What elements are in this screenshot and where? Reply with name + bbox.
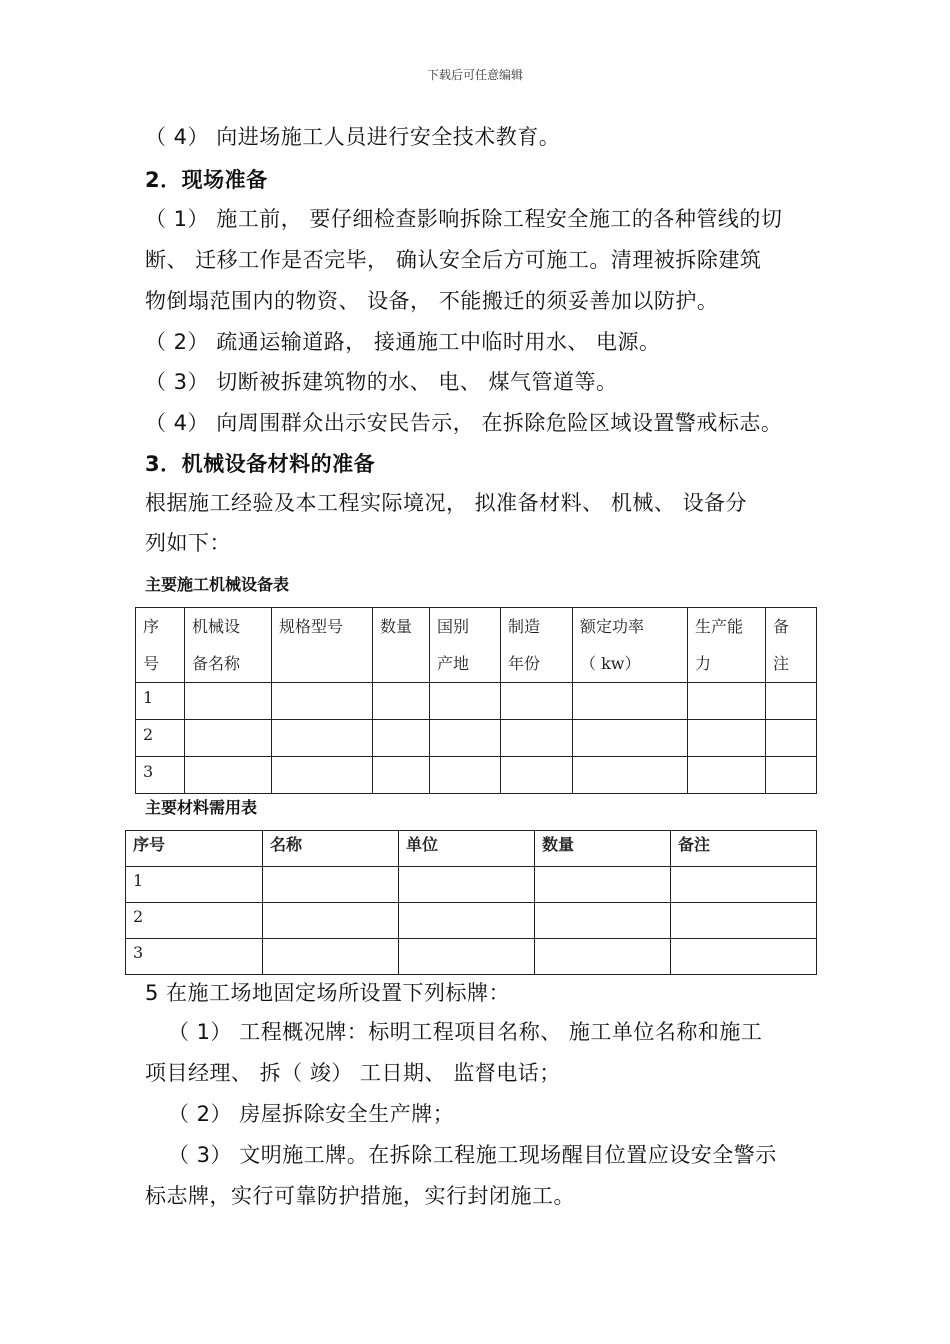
page-header: 下载后可任意编辑	[426, 68, 523, 82]
header-cell: 数量	[535, 831, 671, 867]
header-cell: 制造 年份	[501, 608, 573, 683]
body-line: （ 1） 工程概况牌：标明工程项目名称、 施工单位名称和施工	[168, 1020, 763, 1044]
header-cell: 生产能 力	[688, 608, 766, 683]
row-number: 3	[126, 939, 263, 975]
table-header-row	[126, 831, 817, 867]
table-row	[136, 683, 817, 720]
body-line: （ 4） 向周围群众出示安民告示， 在拆除危险区域设置警戒标志。	[145, 411, 783, 435]
section-heading: 3．机械设备材料的准备	[145, 452, 376, 476]
header-cell: 序号	[126, 831, 263, 867]
table-row	[126, 903, 817, 939]
table-row	[126, 867, 817, 903]
body-line: （ 2） 房屋拆除安全生产牌；	[168, 1102, 455, 1126]
header-cell: 备注	[671, 831, 817, 867]
materials-table	[125, 830, 817, 975]
row-number: 1	[126, 867, 263, 903]
body-line: （ 2） 疏通运输道路， 接通施工中临时用水、 电源。	[145, 330, 661, 354]
header-cell: 名称	[263, 831, 399, 867]
row-number: 2	[126, 903, 263, 939]
header-cell: 规格型号	[272, 608, 373, 683]
header-cell: 数量	[373, 608, 430, 683]
row-number: 2	[136, 720, 185, 757]
equipment-table	[135, 607, 817, 794]
row-number: 3	[136, 757, 185, 794]
row-number: 1	[136, 683, 185, 720]
body-line: （ 1） 施工前， 要仔细检查影响拆除工程安全施工的各种管线的切	[145, 207, 783, 231]
table1-caption: 主要施工机械设备表	[145, 575, 290, 594]
section-heading: 2．现场准备	[145, 168, 268, 192]
body-line: 列如下：	[145, 531, 231, 555]
header-cell: 机械设 备名称	[185, 608, 272, 683]
body-line: 项目经理、 拆（ 竣） 工日期、 监督电话；	[145, 1061, 561, 1085]
body-line: （ 3） 文明施工牌。在拆除工程施工现场醒目位置应设安全警示	[168, 1143, 777, 1167]
header-cell: 单位	[399, 831, 535, 867]
table-row	[136, 720, 817, 757]
header-cell: 备 注	[766, 608, 817, 683]
body-line: 物倒塌范围内的物资、 设备， 不能搬迁的须妥善加以防护。	[145, 289, 719, 313]
table-row	[136, 757, 817, 794]
table-header-row	[136, 608, 817, 683]
body-line: 标志牌，实行可靠防护措施，实行封闭施工。	[145, 1184, 575, 1208]
section5-title: 5 在施工场地固定场所设置下列标牌：	[145, 981, 511, 1005]
table2-caption: 主要材料需用表	[145, 798, 258, 817]
table-row	[126, 939, 817, 975]
body-line: （ 4） 向进场施工人员进行安全技术教育。	[145, 125, 561, 149]
header-cell: 序 号	[136, 608, 185, 683]
header-cell: 额定功率 （ kw）	[573, 608, 688, 683]
header-cell: 国别 产地	[430, 608, 501, 683]
body-line: （ 3） 切断被拆建筑物的水、 电、 煤气管道等。	[145, 370, 618, 394]
body-line: 断、 迁移工作是否完毕， 确认安全后方可施工。清理被拆除建筑	[145, 248, 762, 272]
body-line: 根据施工经验及本工程实际境况， 拟准备材料、 机械、 设备分	[145, 491, 748, 515]
